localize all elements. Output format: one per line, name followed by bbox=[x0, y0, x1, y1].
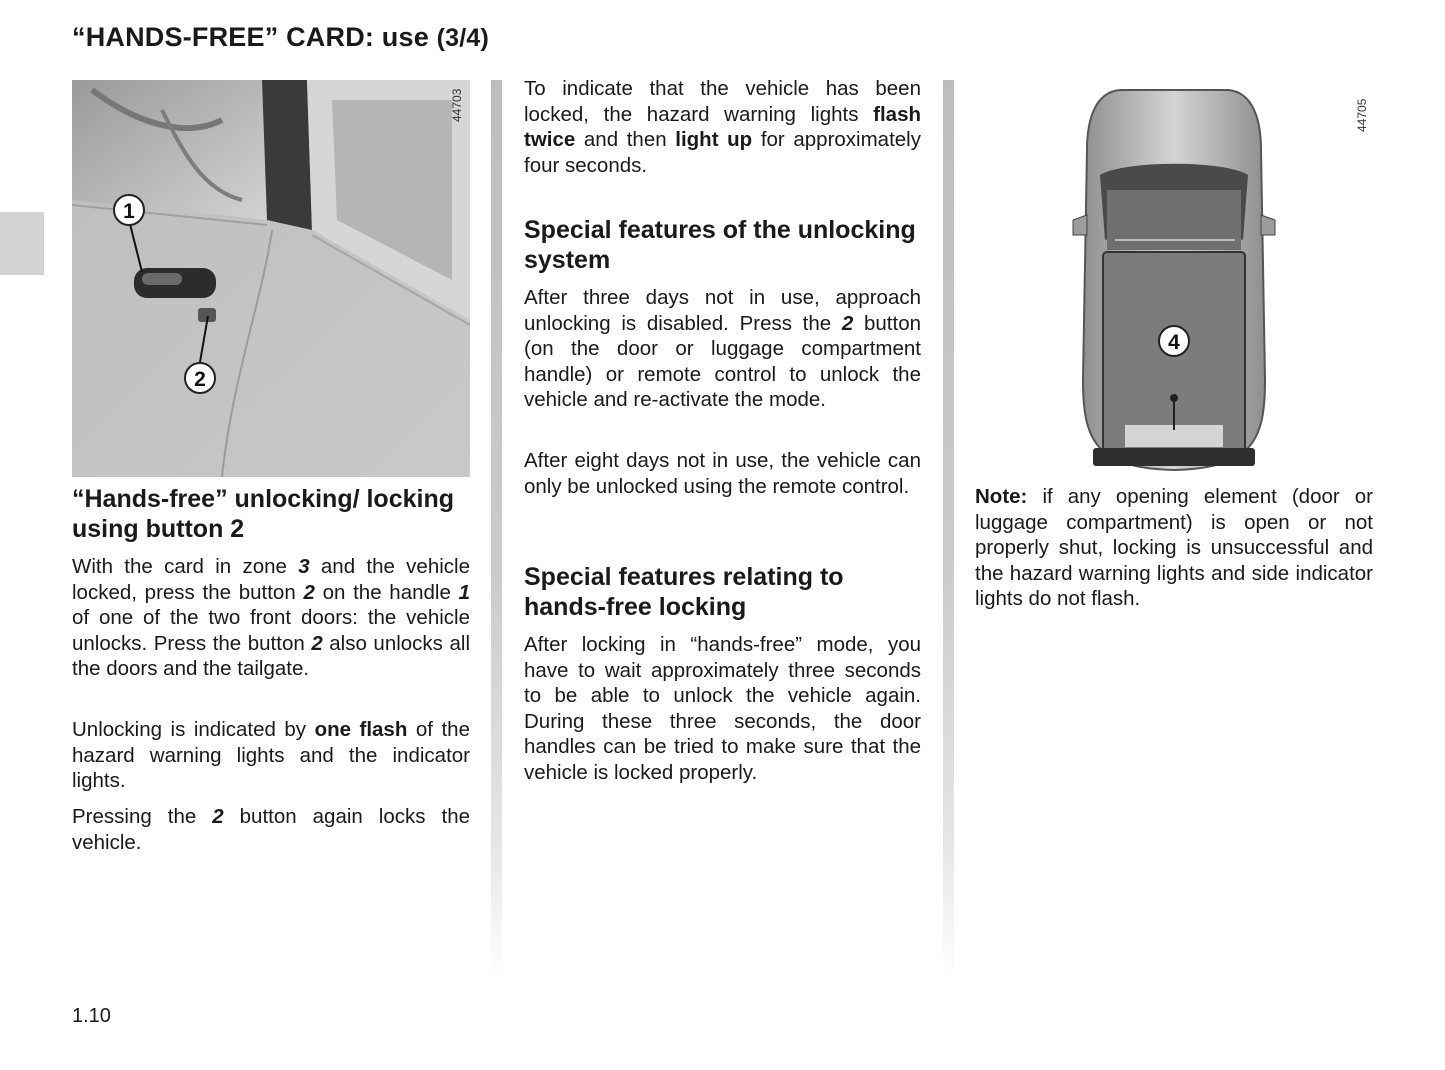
note-paragraph: Note: if any opening element (door or luggage compartment) is open or not properly shut, locking is unsuccessful and the hazard warning lights and side indicator lights do not flash. bbox=[975, 485, 1373, 610]
paragraph-unlock-procedure: With the card in zone 3 and the vehicle locked, press the button 2 on the handle 1 of one of the two front doors: the vehicle unlocks. Press the button 2 also unlocks all the doors and the tailgate. bbox=[72, 555, 470, 680]
paragraph-lock-again: Pressing the 2 button again locks the vehicle. bbox=[72, 805, 470, 854]
section-heading-handsfree-locking: Special features relating to hands-free locking bbox=[524, 563, 844, 621]
section-heading-unlocking-system: Special features of the unlocking system bbox=[524, 216, 916, 274]
paragraph-lock-indication: To indicate that the vehicle has been locked, the hazard warning lights flash twice and then light up for approximately four seconds. bbox=[524, 77, 921, 177]
callout-1: 1 bbox=[123, 200, 135, 223]
column-divider-right bbox=[943, 80, 954, 980]
callout-4: 4 bbox=[1168, 331, 1180, 354]
column-divider-left bbox=[491, 80, 502, 980]
door-handle-illustration bbox=[72, 80, 470, 477]
figure-code: 44705 bbox=[1355, 98, 1369, 132]
page-number: 1.10 bbox=[72, 1005, 111, 1027]
paragraph-three-days: After three days not in use, approach unlocking is disabled. Press the 2 button (on the door or luggage compartment handle) or remote control to unlock the vehicle and re-activate the mode. bbox=[524, 286, 921, 411]
paragraph-locking-wait: After locking in “hands-free” mode, you have to wait approximately three seconds to be able to unlock the vehicle again. During these three seconds, the door handles can be tried to make sure that the vehicle is locked properly. bbox=[524, 633, 921, 784]
car-top-view-illustration bbox=[975, 80, 1373, 477]
figure-code: 44703 bbox=[450, 88, 464, 122]
section-heading-handsfree-unlocking: “Hands-free” unlocking/ locking using button 2 bbox=[72, 485, 454, 543]
note-label: Note: bbox=[975, 485, 1028, 508]
paragraph-unlock-indication: Unlocking is indicated by one flash of the hazard warning lights and the indicator lights. bbox=[72, 718, 470, 792]
paragraph-eight-days: After eight days not in use, the vehicle can only be unlocked using the remote control. bbox=[524, 449, 921, 498]
page-title bbox=[72, 22, 489, 53]
callout-2: 2 bbox=[194, 368, 206, 391]
page-title-part: (3/4) bbox=[436, 24, 490, 52]
page-title-main: “HANDS-FREE” CARD: use bbox=[72, 22, 429, 52]
section-tab bbox=[0, 212, 44, 275]
